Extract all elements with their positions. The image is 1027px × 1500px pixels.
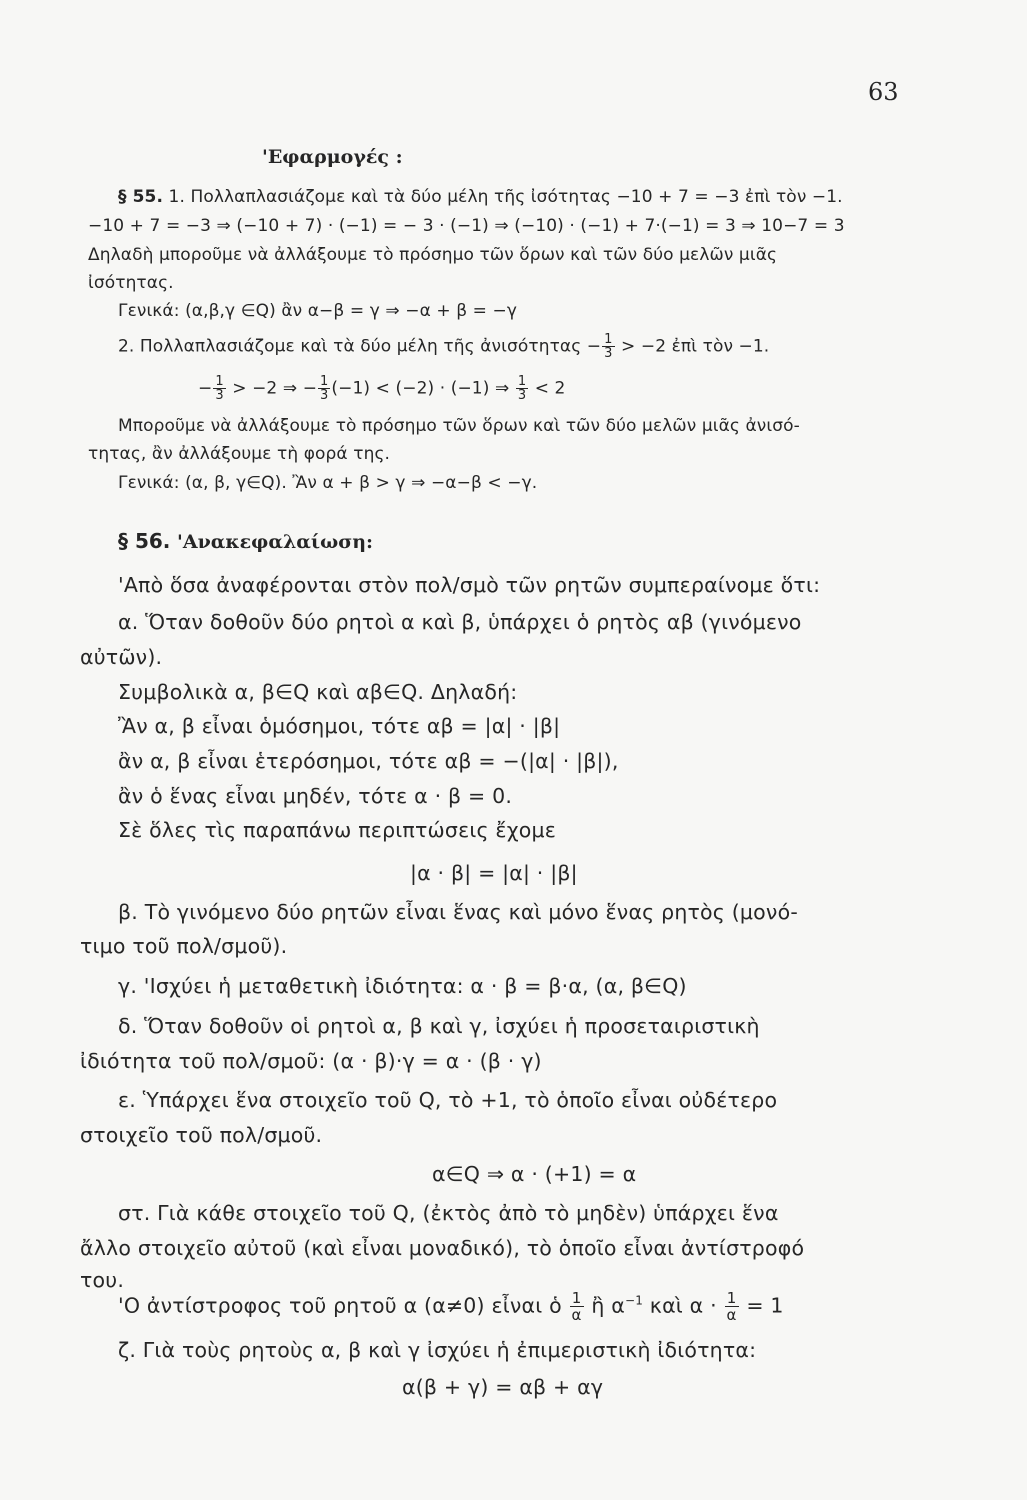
fraction-one-third: $\frac{1}{3}$ — [517, 374, 527, 403]
s55-line-3: Δηλαδὴ μποροῦμε νὰ ἀλλάξουμε τὸ πρόσημο τῶν ὅρων καὶ τῶν δύο μελῶν μιᾶς — [88, 245, 778, 265]
s55-line-7: − $\frac{1}{3}$ > −2 ⇒ − $\frac{1}{3}$ (−1) < (−2) · (−1) ⇒ $\frac{1}{3}$ < 2 — [198, 374, 566, 403]
s56-line-5: Ἂν α, β εἶναι ὁμόσημοι, τότε αβ = |α| · |β| — [118, 714, 561, 738]
fraction-one-third: $\frac{1}{3}$ — [320, 374, 329, 403]
s56-line-4: Συμβολικὰ α, β∈Q καὶ αβ∈Q. Δηλαδή: — [118, 680, 518, 704]
s56-line-11: τιμο τοῦ πολ/σμοῦ). — [80, 934, 288, 958]
s56-line-7: ἂν ὁ ἕνας εἶναι μηδέν, τότε α · β = 0. — [118, 784, 513, 808]
s55-line-2: −10 + 7 = −3 ⇒ (−10 + 7) · (−1) = − 3 · (−1) ⇒ (−10) · (−1) + 7·(−1) = 3 ⇒ 10−7 = 3 — [88, 216, 845, 236]
s55-line-1: § 55. 1. Πολλαπλασιάζομε καὶ τὰ δύο μέλη τῆς ἰσότητας −10 + 7 = −3 ἐπὶ τὸν −1. — [118, 187, 843, 207]
s56-line-20: του. — [80, 1268, 125, 1292]
s56-line-2: α. Ὅταν δοθοῦν δύο ρητοὶ α καὶ β, ὑπάρχει ὁ ρητὸς αβ (γινόμενο — [118, 610, 802, 634]
s56-line-10: β. Τὸ γινόμενο δύο ρητῶν εἶναι ἕνας καὶ μόνο ἕνας ρητὸς (μονό- — [118, 900, 798, 924]
s55-line-9: τητας, ἂν ἀλλάξουμε τὴ φορά της. — [88, 444, 391, 464]
s56-line-23: α(β + γ) = αβ + αγ — [402, 1375, 604, 1399]
fraction-one-over-alpha: $\frac{1}{\alpha}$ — [571, 1289, 582, 1324]
s56-line-17: α∈Q ⇒ α · (+1) = α — [432, 1162, 637, 1186]
s56-line-1: 'Απὸ ὅσα ἀναφέρονται στὸν πολ/σμὸ τῶν ρητῶν συμπεραίνομε ὅτι: — [118, 573, 821, 597]
page-number: 63 — [868, 78, 899, 106]
s55-line-4: ἰσότητας. — [88, 273, 174, 293]
s55-line-5: Γενικά: (α,β,γ ∈Q) ἂν α−β = γ ⇒ −α + β = −γ — [118, 301, 518, 321]
s56-line-21: 'Ο ἀντίστροφος τοῦ ρητοῦ α (α≠0) εἶναι ὁ $\frac{1}{\alpha}$ ἢ $\alpha^{-1}$ καὶ α · $\frac{1}{\alpha}$ = 1 — [118, 1289, 784, 1324]
s56-line-15: ε. Ὑπάρχει ἕνα στοιχεῖο τοῦ Q, τὸ +1, τὸ ὁποῖο εἶναι οὐδέτερο — [118, 1088, 778, 1112]
fraction-one-third: $\frac{1}{3}$ — [604, 332, 613, 361]
s55-number: § 55. — [118, 187, 164, 207]
s55-line-8: Μποροῦμε νὰ ἀλλάξουμε τὸ πρόσημο τῶν ὅρων καὶ τῶν δύο μελῶν μιᾶς ἀνισό- — [118, 416, 800, 436]
s56-line-9: |α · β| = |α| · |β| — [410, 861, 578, 885]
s56-line-22: ζ. Γιὰ τοὺς ρητοὺς α, β καὶ γ ἰσχύει ἡ ἐπιμεριστικὴ ἰδιότητα: — [118, 1338, 757, 1362]
s55-line-10: Γενικά: (α, β, γ∈Q). Ἂν α + β > γ ⇒ −α−β < −γ. — [118, 473, 538, 493]
fraction-one-over-alpha: $\frac{1}{\alpha}$ — [726, 1289, 737, 1324]
s56-line-14: ἰδιότητα τοῦ πολ/σμοῦ: (α · β)·γ = α · (β · γ) — [80, 1049, 542, 1073]
s56-line-16: στοιχεῖο τοῦ πολ/σμοῦ. — [80, 1123, 323, 1147]
s56-line-6: ἂν α, β εἶναι ἑτερόσημοι, τότε αβ = −(|α| · |β|), — [118, 749, 619, 773]
s56-line-13: δ. Ὅταν δοθοῦν οἱ ρητοὶ α, β καὶ γ, ἰσχύει ἡ προσεταιριστικὴ — [118, 1014, 760, 1038]
s56-line-19: ἄλλο στοιχεῖο αὐτοῦ (καὶ εἶναι μοναδικό), τὸ ὁποῖο εἶναι ἀντίστροφό — [80, 1236, 805, 1260]
s56-line-18: στ. Γιὰ κάθε στοιχεῖο τοῦ Q, (ἐκτὸς ἀπὸ τὸ μηδὲν) ὑπάρχει ἕνα — [118, 1201, 779, 1225]
s56-line-3: αὐτῶν). — [80, 645, 163, 669]
fraction-one-third: $\frac{1}{3}$ — [215, 374, 224, 403]
s56-heading: § 56. 'Ανακεφαλαίωση: — [118, 529, 374, 553]
s56-line-8: Σὲ ὅλες τὶς παραπάνω περιπτώσεις ἔχομε — [118, 818, 557, 842]
s56-number: § 56. — [118, 529, 171, 553]
applications-heading: 'Εφαρμογές : — [262, 146, 403, 168]
s56-line-12: γ. 'Ισχύει ἡ μεταθετικὴ ἰδιότητα: α · β = β·α, (α, β∈Q) — [118, 974, 687, 998]
s55-line-6: 2. Πολλαπλασιάζομε καὶ τὰ δύο μέλη τῆς ἀνισότητας − $\frac{1}{3}$ > −2 ἐπὶ τὸν −1. — [118, 332, 770, 361]
